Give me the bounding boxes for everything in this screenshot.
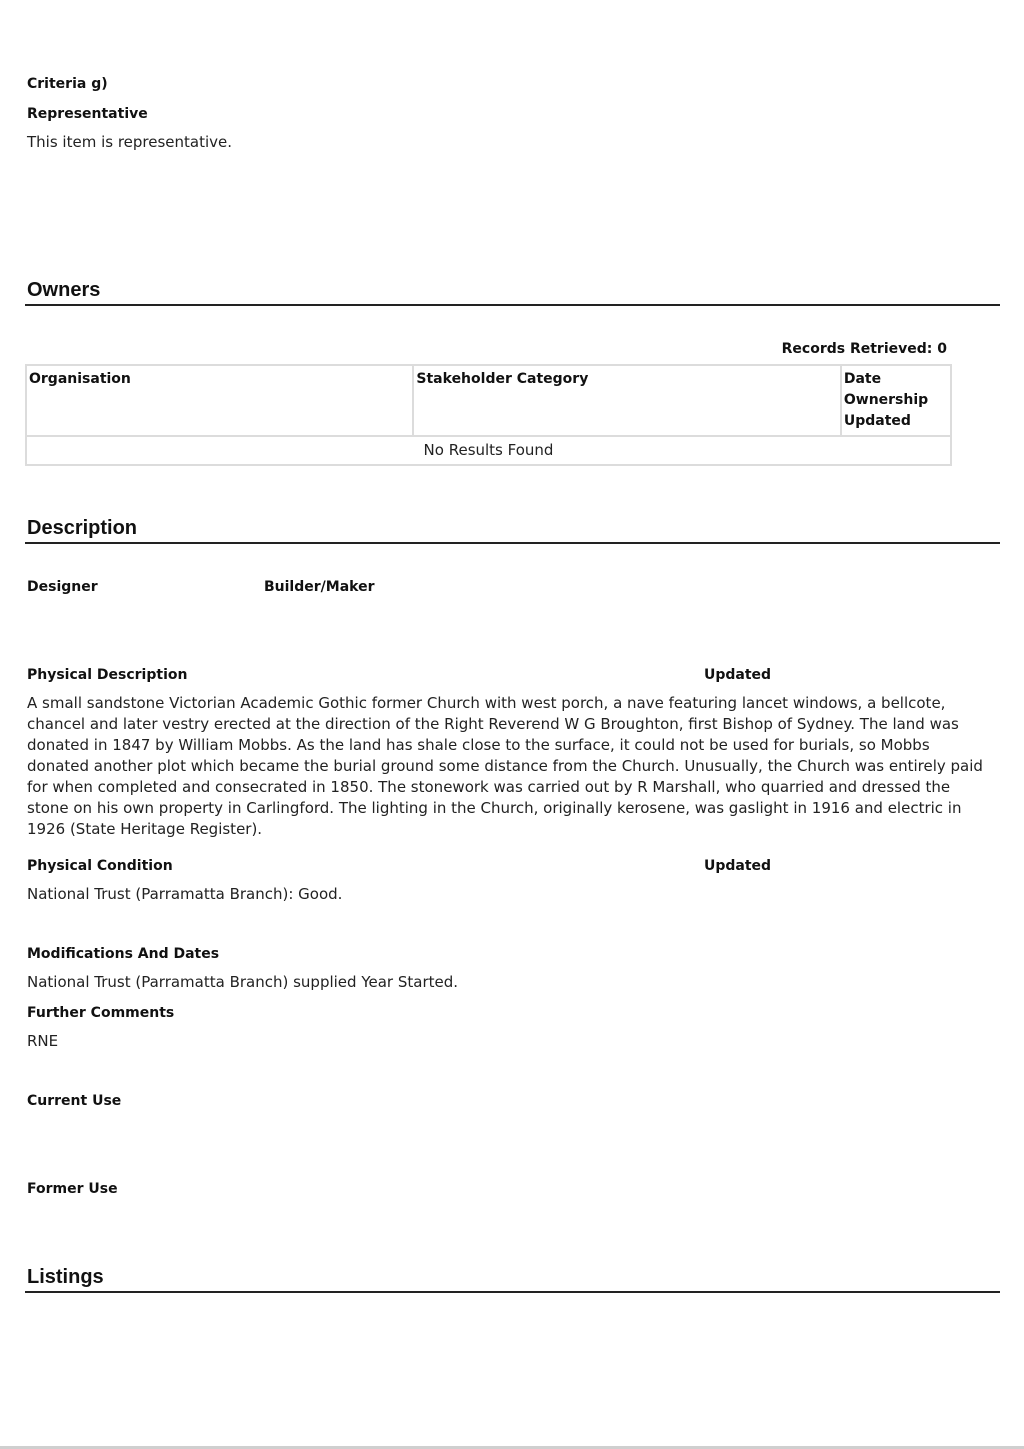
physical-description-label: Physical Description	[27, 667, 188, 683]
records-retrieved: Records Retrieved: 0	[781, 341, 947, 357]
column-header-organisation: Organisation	[26, 365, 413, 436]
physical-condition-text: National Trust (Parramatta Branch): Good.	[27, 885, 343, 903]
description-section-divider	[25, 542, 1000, 544]
listings-section-title: Listings	[27, 1266, 104, 1288]
further-comments-label: Further Comments	[27, 1005, 175, 1021]
further-comments-text: RNE	[27, 1032, 59, 1050]
table-row	[26, 436, 951, 465]
criteria-heading: Criteria g)	[27, 76, 108, 92]
designer-label: Designer	[27, 579, 98, 595]
criteria-type: Representative	[27, 106, 148, 122]
physical-condition-label: Physical Condition	[27, 858, 173, 874]
former-use-label: Former Use	[27, 1181, 118, 1197]
owners-table-header-row	[26, 365, 951, 436]
owners-section-title: Owners	[27, 279, 101, 301]
owners-table	[25, 364, 952, 466]
physical-description-updated-label: Updated	[704, 667, 772, 683]
no-results-message: No Results Found	[26, 436, 951, 465]
description-section-title: Description	[27, 517, 138, 539]
current-use-label: Current Use	[27, 1093, 122, 1109]
physical-description-text: A small sandstone Victorian Academic Gothic former Church with west porch, a nave featuring lancet windows, a bellcote, chancel and later vestry erected at the direction of the Right Reverend W G Broughton, first Bishop of Sydney. The land was donated in 1847 by William Mobbs. As the land has shale close to the surface, it could not be used for burials, so Mobbs donated another plot which became the burial ground some distance from the Church. Unusually, the Church was entirely paid for when completed and consecrated in 1850. The stonework was carried out by R Marshall, who quarried and dressed the stone on his own property in Carlingford. The lighting in the Church, originally kerosene, was gaslight in 1916 and electric in 1926 (State Heritage Register).	[27, 694, 983, 838]
column-header-date-ownership-updated: Date Ownership Updated	[841, 365, 951, 436]
criteria-statement: This item is representative.	[27, 133, 233, 151]
owners-section-divider	[25, 304, 1000, 306]
physical-condition-updated-label: Updated	[704, 858, 772, 874]
listings-section-divider	[25, 1291, 1000, 1293]
column-header-stakeholder-category: Stakeholder Category	[413, 365, 840, 436]
builder-maker-label: Builder/Maker	[264, 579, 375, 595]
modifications-label: Modifications And Dates	[27, 946, 220, 962]
modifications-text: National Trust (Parramatta Branch) supplied Year Started.	[27, 973, 459, 991]
